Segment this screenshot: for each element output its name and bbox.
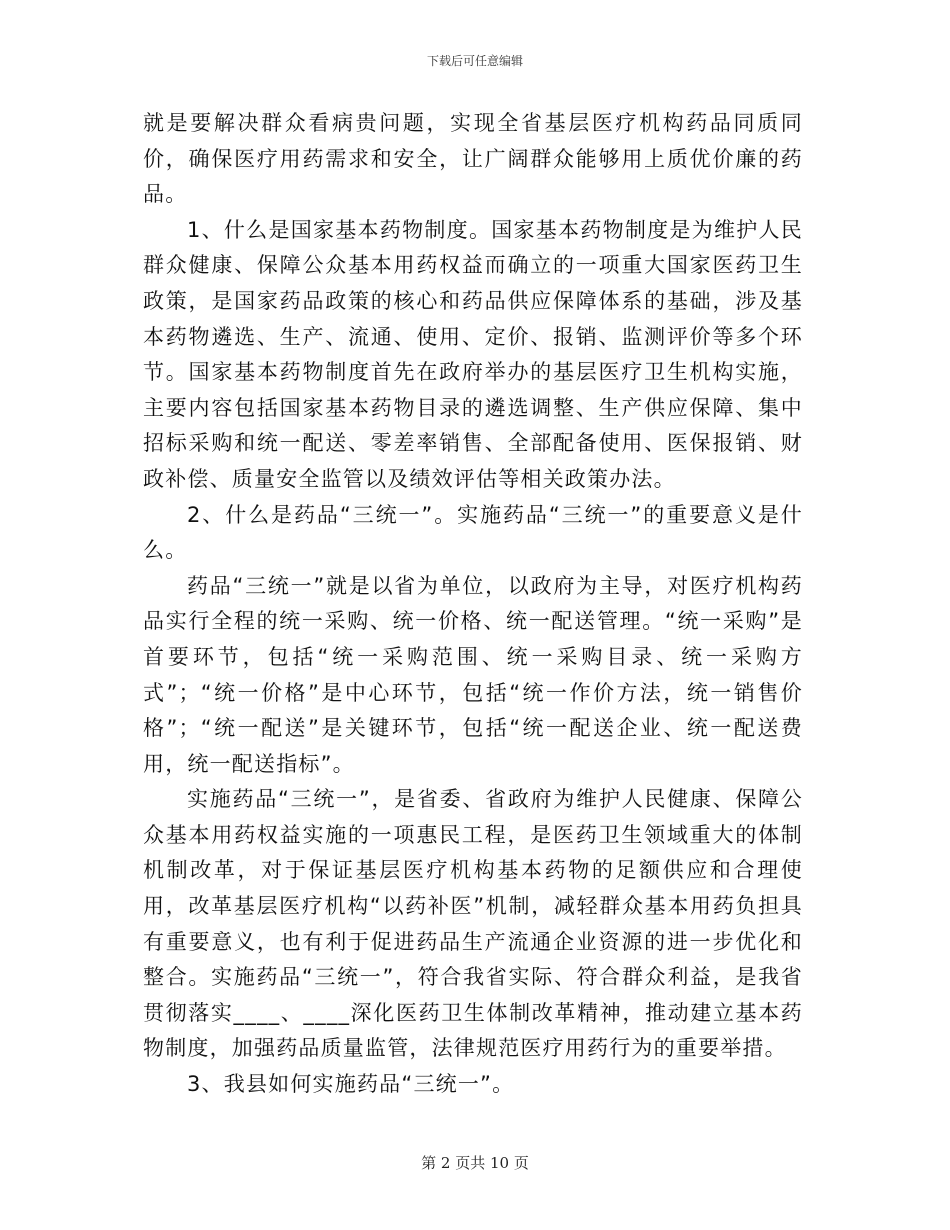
paragraph-continuation: 就是要解决群众看病贵问题，实现全省基层医疗机构药品同质同价，确保医疗用药需求和安全，让广阔群众能够用上质优价廉的药品。 [143,111,803,207]
paragraph-three-unification-significance: 实施药品“三统一”，是省委、省政府为维护人民健康、保障公众基本用药权益实施的一项惠民工程，是医药卫生领域重大的体制机制改革，对于保证基层医疗机构基本药物的足额供应和合理使用，改革基层医疗机构“以药补医”机制，减轻群众基本用药负担具有重要意义，也有利于促进药品生产流通企业资源的进一步优化和整合。实施药品“三统一”，符合我省实际、符合群众利益，是我省贯彻落实____、____深化医药卫生体制改革精神，推动建立基本药物制度，加强药品质量监管，法律规范医疗用药行为的重要举措。 [143,787,803,1061]
page-header: 下载后可任意编辑 [426,54,523,68]
page-number: 第 2 页共 10 页 [421,1154,529,1172]
paragraph-section-2-heading: 2、什么是药品“三统一”。实施药品“三统一”的重要意义是什么。 [143,502,803,563]
paragraph-section-3-heading: 3、我县如何实施药品“三统一”。 [187,1072,515,1097]
paragraph-three-unification-definition: 药品“三统一”就是以省为单位，以政府为主导，对医疗机构药品实行全程的统一采购、统一价格、统一配送管理。“统一采购”是首要环节，包括“统一采购范围、统一采购目录、统一采购方式”；“统一价格”是中心环节，包括“统一作价方法，统一销售价格”；“统一配送”是关键环节，包括“统一配送企业、统一配送费用，统一配送指标”。 [143,573,803,776]
document-body [143,106,803,1103]
paragraph-section-1: 1、什么是国家基本药物制度。国家基本药物制度是为维护人民群众健康、保障公众基本用药权益而确立的一项重大国家医药卫生政策，是国家药品政策的核心和药品供应保障体系的基础，涉及基本药物遴选、生产、流通、使用、定价、报销、监测评价等多个环节。国家基本药物制度首先在政府举办的基层医疗卫生机构实施，主要内容包括国家基本药物目录的遴选调整、生产供应保障、集中招标采购和统一配送、零差率销售、全部配备使用、医保报销、财政补偿、质量安全监管以及绩效评估等相关政策办法。 [143,217,803,491]
